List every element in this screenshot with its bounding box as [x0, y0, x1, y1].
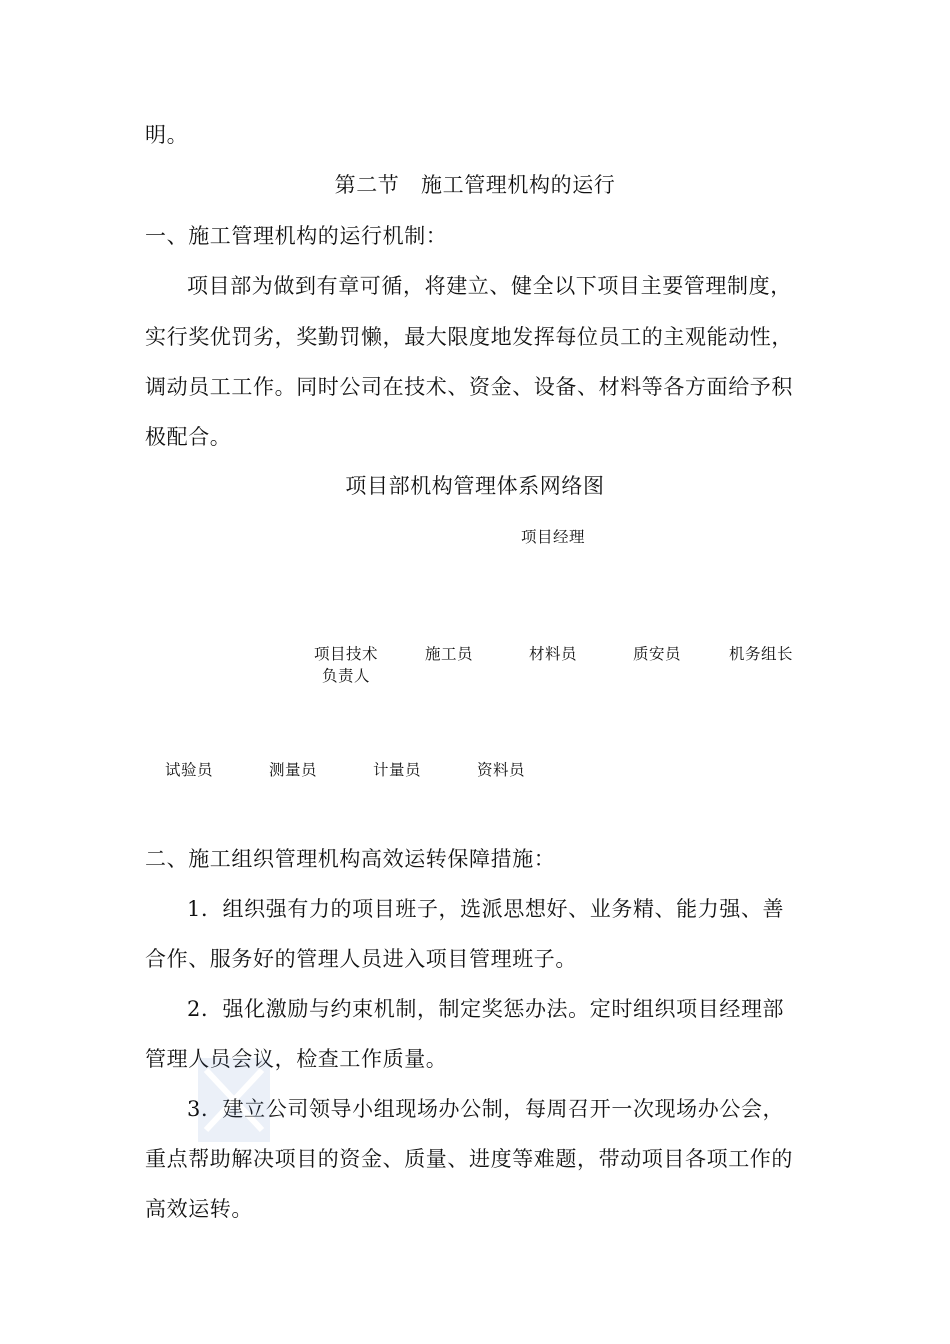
org-chart-title: 项目部机构管理体系网络图	[345, 474, 605, 498]
org-node-label-line: 项目技术	[313, 645, 378, 663]
paragraph-line: 实行奖优罚劣，奖勤罚懒，最大限度地发挥每位员工的主观能动性，	[145, 325, 793, 349]
text-line: 明。	[145, 123, 189, 147]
org-node-surveyor: 测量员	[268, 761, 317, 779]
watermark-logo	[178, 1050, 290, 1150]
paragraph-line: 重点帮助解决项目的资金、质量、进度等难题，带动项目各项工作的	[145, 1147, 793, 1171]
org-node-machinery-lead: 机务组长	[728, 645, 793, 663]
org-node-label-line: 负责人	[321, 667, 370, 685]
org-node-materials: 材料员	[528, 645, 577, 663]
paragraph-line: 1．组织强有力的项目班子，选派思想好、业务精、能力强、善	[187, 897, 785, 921]
paragraph-line: 项目部为做到有章可循，将建立、健全以下项目主要管理制度，	[187, 274, 792, 298]
paragraph-line: 3．建立公司领导小组现场办公制，每周召开一次现场办公会，	[187, 1097, 785, 1121]
paragraph-line: 管理人员会议，检查工作质量。	[145, 1047, 448, 1071]
paragraph-line: 2．强化激励与约束机制，制定奖惩办法。定时组织项目经理部	[187, 997, 785, 1021]
org-node-tester: 试验员	[164, 761, 213, 779]
org-node-measurer: 计量员	[372, 761, 421, 779]
org-node-quality-safety: 质安员	[632, 645, 681, 663]
paragraph-line: 合作、服务好的管理人员进入项目管理班子。	[145, 947, 577, 971]
org-node-records: 资料员	[476, 761, 525, 779]
paragraph-line: 极配合。	[145, 425, 232, 449]
org-node-project-manager: 项目经理	[520, 528, 585, 546]
paragraph-line: 调动员工工作。同时公司在技术、资金、设备、材料等各方面给予积	[145, 375, 793, 399]
section-title: 第二节 施工管理机构的运行	[334, 173, 616, 197]
org-node-technical-lead	[300, 643, 392, 687]
org-node-constructor: 施工员	[424, 645, 473, 663]
heading-2: 二、施工组织管理机构高效运转保障措施：	[145, 847, 556, 871]
heading-1: 一、施工管理机构的运行机制：	[145, 224, 448, 248]
paragraph-line: 高效运转。	[145, 1197, 253, 1221]
